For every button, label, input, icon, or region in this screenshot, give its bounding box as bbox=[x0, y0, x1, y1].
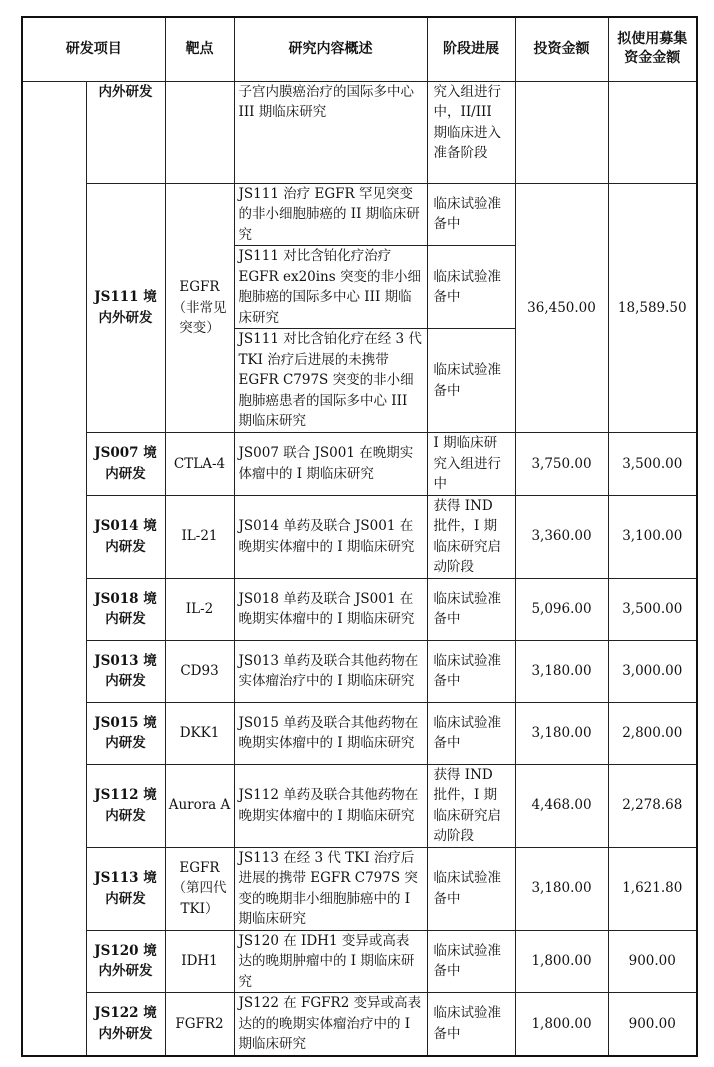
table-row bbox=[22, 640, 697, 702]
project-cell: JS015 境内研发 bbox=[86, 702, 165, 764]
target-cell: CD93 bbox=[165, 640, 234, 702]
stage-cell: 究入组进行中，II/III 期临床进入准备阶段 bbox=[427, 81, 515, 183]
raised-funds-cell: 2,278.68 bbox=[608, 764, 697, 847]
raised-funds-cell: 3,000.00 bbox=[608, 640, 697, 702]
description-cell: JS122 在 FGFR2 变异或高表达的的晚期实体瘤治疗中的 I 期临床研究 bbox=[234, 993, 427, 1056]
description-cell: JS120 在 IDH1 变异或高表达的晚期肿瘤中的 I 期临床研究 bbox=[234, 930, 427, 993]
target-cell: IL-21 bbox=[165, 495, 234, 578]
raised-funds-cell: 900.00 bbox=[608, 930, 697, 993]
raised-funds-cell: 1,621.80 bbox=[608, 847, 697, 930]
description-cell: JS111 对比含铂化疗治疗 EGFR ex20ins 突变的非小细胞肺癌的国际多中心 III 期临床研究 bbox=[234, 246, 427, 329]
target-cell: DKK1 bbox=[165, 702, 234, 764]
header-stage: 阶段进展 bbox=[427, 17, 515, 81]
raised-funds-cell: 18,589.50 bbox=[608, 183, 697, 433]
table-row bbox=[22, 764, 697, 847]
table-row bbox=[22, 930, 697, 993]
description-cell: JS113 在经 3 代 TKI 治疗后进展的携带 EGFR C797S 突变的晚期非小细胞肺癌中的 I 期临床研究 bbox=[234, 847, 427, 930]
stage-cell: 获得 IND 批件，I 期临床研究启动阶段 bbox=[427, 495, 515, 578]
description-cell: JS112 单药及联合其他药物在晚期实体瘤中的 I 期临床研究 bbox=[234, 764, 427, 847]
target-cell: IDH1 bbox=[165, 930, 234, 993]
project-cell: JS111 境内外研发 bbox=[86, 183, 165, 433]
stage-cell: 临床试验准备中 bbox=[427, 183, 515, 246]
stage-cell: 临床试验准备中 bbox=[427, 578, 515, 640]
header-project: 研发项目 bbox=[22, 17, 165, 81]
project-cell: JS112 境内研发 bbox=[86, 764, 165, 847]
description-cell: JS111 治疗 EGFR 罕见突变的非小细胞肺癌的 II 期临床研究 bbox=[234, 183, 427, 246]
stage-cell: 临床试验准备中 bbox=[427, 847, 515, 930]
stage-cell: 获得 IND 批件，I 期临床研究启动阶段 bbox=[427, 764, 515, 847]
description-cell: JS013 单药及联合其他药物在实体瘤治疗中的 I 期临床研究 bbox=[234, 640, 427, 702]
stage-cell: 临床试验准备中 bbox=[427, 702, 515, 764]
group-cell bbox=[22, 81, 86, 1056]
investment-cell: 5,096.00 bbox=[515, 578, 608, 640]
target-cell: EGFR（非常见突变） bbox=[165, 183, 234, 433]
table-row bbox=[22, 495, 697, 578]
raised-funds-cell: 900.00 bbox=[608, 993, 697, 1056]
target-cell: EGFR（第四代 TKI） bbox=[165, 847, 234, 930]
table-row bbox=[22, 433, 697, 496]
raised-funds-cell bbox=[608, 81, 697, 183]
project-cell: JS013 境内研发 bbox=[86, 640, 165, 702]
project-cell: JS122 境内外研发 bbox=[86, 993, 165, 1056]
raised-funds-cell: 3,500.00 bbox=[608, 578, 697, 640]
table-row bbox=[22, 993, 697, 1056]
target-cell: Aurora A bbox=[165, 764, 234, 847]
investment-cell: 3,180.00 bbox=[515, 640, 608, 702]
stage-cell: 临床试验准备中 bbox=[427, 246, 515, 329]
investment-cell: 3,180.00 bbox=[515, 847, 608, 930]
investment-cell: 3,360.00 bbox=[515, 495, 608, 578]
header-row bbox=[22, 17, 697, 81]
header-target: 靶点 bbox=[165, 17, 234, 81]
investment-cell: 4,468.00 bbox=[515, 764, 608, 847]
stage-cell: 临床试验准备中 bbox=[427, 640, 515, 702]
project-cell: JS120 境内外研发 bbox=[86, 930, 165, 993]
project-cell: 内外研发 bbox=[86, 81, 165, 183]
stage-cell: 临床试验准备中 bbox=[427, 930, 515, 993]
table-row bbox=[22, 702, 697, 764]
description-cell: JS014 单药及联合 JS001 在晚期实体瘤中的 I 期临床研究 bbox=[234, 495, 427, 578]
target-cell: IL-2 bbox=[165, 578, 234, 640]
target-cell bbox=[165, 81, 234, 183]
table-row-js111-a bbox=[22, 183, 697, 246]
description-cell: JS018 单药及联合 JS001 在晚期实体瘤中的 I 期临床研究 bbox=[234, 578, 427, 640]
investment-cell: 36,450.00 bbox=[515, 183, 608, 433]
description-cell: JS015 单药及联合其他药物在晚期实体瘤中的 I 期临床研究 bbox=[234, 702, 427, 764]
header-description: 研究内容概述 bbox=[234, 17, 427, 81]
investment-cell bbox=[515, 81, 608, 183]
target-cell: FGFR2 bbox=[165, 993, 234, 1056]
project-cell: JS113 境内研发 bbox=[86, 847, 165, 930]
stage-cell: I 期临床研究入组进行中 bbox=[427, 433, 515, 496]
table-row bbox=[22, 847, 697, 930]
funding-table bbox=[21, 16, 698, 1057]
description-cell: JS111 对比含铂化疗在经 3 代 TKI 治疗后进展的未携带 EGFR C797S 突变的非小细胞肺癌患者的国际多中心 III 期临床研究 bbox=[234, 329, 427, 433]
investment-cell: 1,800.00 bbox=[515, 993, 608, 1056]
project-cell: JS014 境内研发 bbox=[86, 495, 165, 578]
raised-funds-cell: 3,500.00 bbox=[608, 433, 697, 496]
target-cell: CTLA-4 bbox=[165, 433, 234, 496]
table-row-continued bbox=[22, 81, 697, 183]
stage-cell: 临床试验准备中 bbox=[427, 993, 515, 1056]
header-investment: 投资金额 bbox=[515, 17, 608, 81]
description-cell: JS007 联合 JS001 在晚期实体瘤中的 I 期临床研究 bbox=[234, 433, 427, 496]
stage-cell: 临床试验准备中 bbox=[427, 329, 515, 433]
table-row bbox=[22, 578, 697, 640]
description-cell: 子宫内膜癌治疗的国际多中心 III 期临床研究 bbox=[234, 81, 427, 183]
project-cell: JS007 境内研发 bbox=[86, 433, 165, 496]
project-cell: JS018 境内研发 bbox=[86, 578, 165, 640]
raised-funds-cell: 2,800.00 bbox=[608, 702, 697, 764]
header-raised-funds: 拟使用募集资金金额 bbox=[608, 17, 697, 81]
raised-funds-cell: 3,100.00 bbox=[608, 495, 697, 578]
investment-cell: 1,800.00 bbox=[515, 930, 608, 993]
investment-cell: 3,750.00 bbox=[515, 433, 608, 496]
investment-cell: 3,180.00 bbox=[515, 702, 608, 764]
